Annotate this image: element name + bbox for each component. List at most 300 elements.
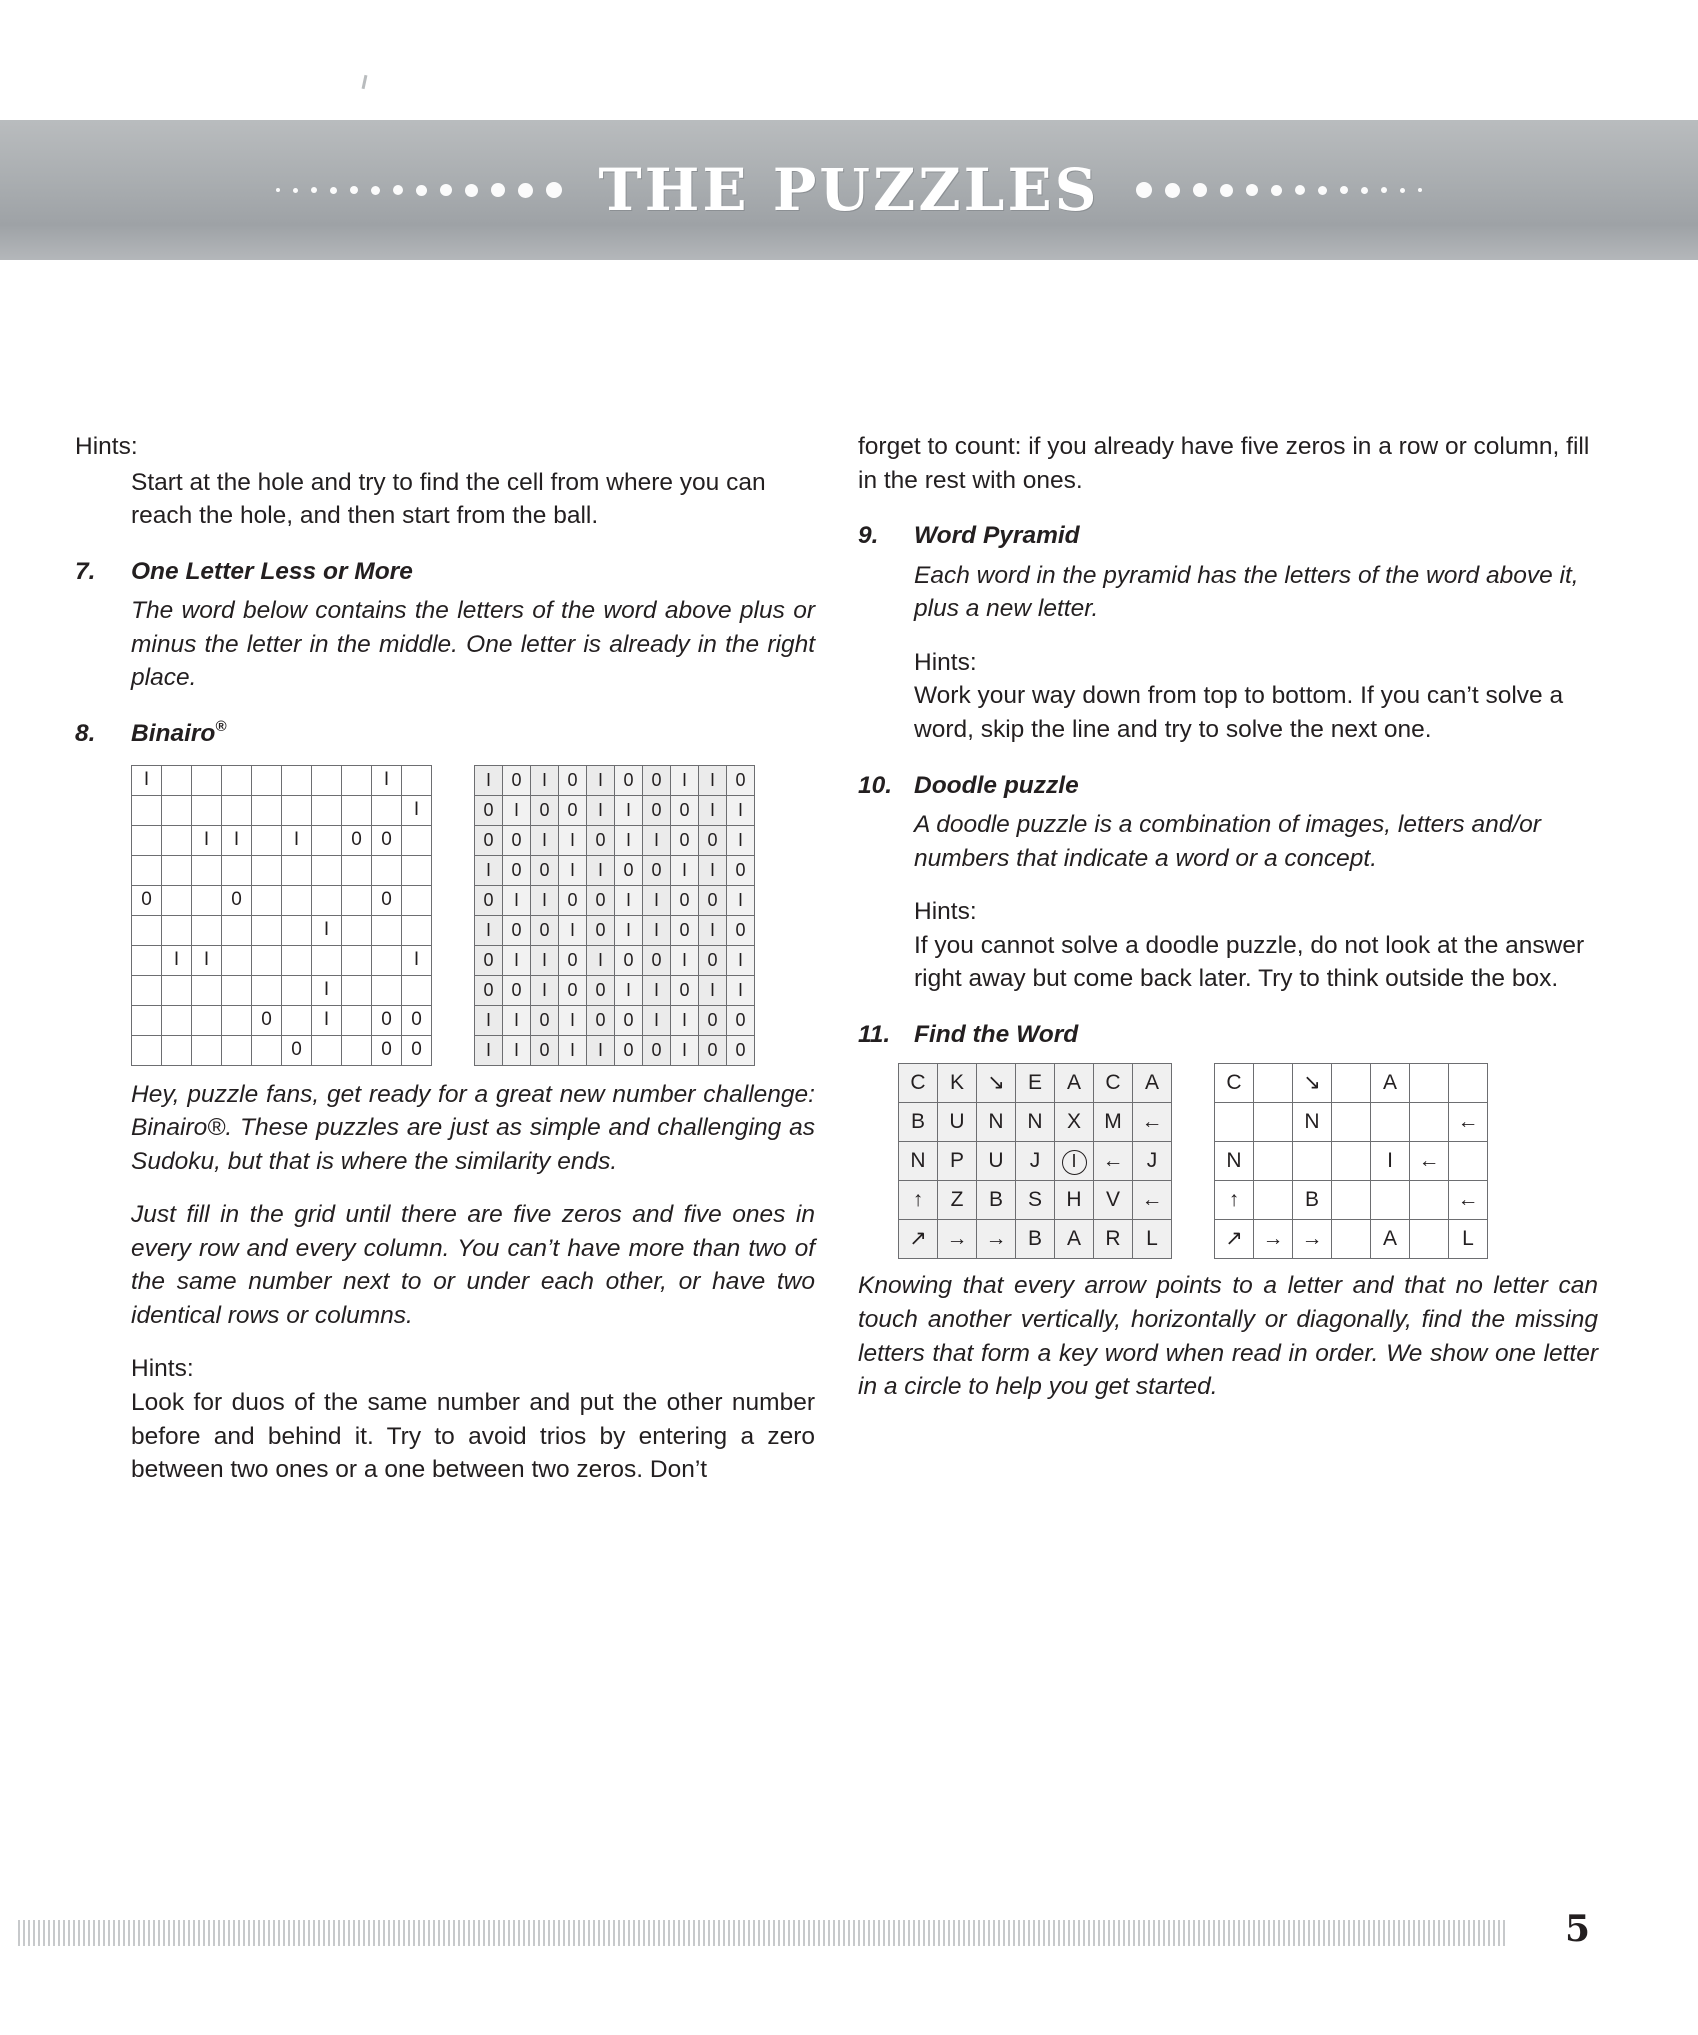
grid-cell[interactable] (132, 975, 162, 1005)
grid-cell[interactable] (222, 855, 252, 885)
grid-cell: I (671, 765, 699, 795)
grid-cell[interactable] (132, 795, 162, 825)
arrow-icon[interactable]: ↗ (1215, 1220, 1254, 1259)
grid-cell[interactable]: 0 (342, 825, 372, 855)
grid-cell[interactable] (252, 915, 282, 945)
grid-cell[interactable] (162, 1035, 192, 1065)
grid-cell: I (671, 1005, 699, 1035)
grid-cell: I (475, 1035, 503, 1065)
grid-cell: I (475, 915, 503, 945)
grid-cell[interactable] (132, 1005, 162, 1035)
grid-cell[interactable] (372, 915, 402, 945)
grid-cell[interactable] (132, 855, 162, 885)
grid-cell: I (615, 795, 643, 825)
grid-cell[interactable] (402, 825, 432, 855)
grid-cell[interactable] (1254, 1064, 1293, 1103)
grid-cell[interactable] (252, 795, 282, 825)
grid-cell: 0 (559, 885, 587, 915)
grid-cell[interactable]: I (312, 975, 342, 1005)
grid-cell[interactable]: I (222, 825, 252, 855)
grid-cell: 0 (643, 765, 671, 795)
grid-cell[interactable]: I (402, 945, 432, 975)
grid-cell[interactable] (222, 945, 252, 975)
grid-cell[interactable] (282, 1005, 312, 1035)
arrow-icon[interactable]: ← (1410, 1142, 1449, 1181)
grid-cell[interactable]: N (1215, 1142, 1254, 1181)
binairo-empty-grid[interactable] (131, 765, 432, 1066)
grid-cell[interactable]: I (372, 765, 402, 795)
section-8 (75, 717, 815, 1487)
grid-cell[interactable] (282, 975, 312, 1005)
grid-cell[interactable] (282, 855, 312, 885)
grid-cell[interactable] (312, 825, 342, 855)
grid-cell[interactable] (162, 1005, 192, 1035)
grid-cell[interactable] (222, 975, 252, 1005)
page-title: THE PUZZLES (598, 156, 1100, 224)
section-8-paragraph-2: Just fill in the grid until there are five zeros and five ones in every row and every column. You can’t have more than two of the same number next to or under each other, or have two identical rows or columns. (131, 1201, 815, 1329)
grid-cell[interactable] (192, 1005, 222, 1035)
grid-cell[interactable] (192, 855, 222, 885)
grid-cell: I (671, 855, 699, 885)
grid-cell[interactable] (192, 765, 222, 795)
grid-cell: I (503, 885, 531, 915)
find-word-solved-grid (898, 1063, 1172, 1259)
table-row (899, 1220, 1172, 1259)
grid-cell[interactable]: I (162, 945, 192, 975)
grid-cell: I (587, 945, 615, 975)
grid-cell[interactable] (1254, 1142, 1293, 1181)
table-row (132, 1005, 432, 1035)
grid-cell: I (727, 975, 755, 1005)
page-top-mark (362, 75, 368, 89)
grid-cell[interactable]: I (402, 795, 432, 825)
grid-cell: L (1133, 1220, 1172, 1259)
grid-cell[interactable] (1371, 1181, 1410, 1220)
grid-cell[interactable] (282, 765, 312, 795)
page-banner (0, 120, 1698, 260)
grid-cell[interactable] (402, 915, 432, 945)
grid-cell[interactable]: I (312, 915, 342, 945)
grid-cell: I (587, 765, 615, 795)
table-row (475, 945, 755, 975)
grid-cell: 0 (559, 945, 587, 975)
section-7-text: The word below contains the letters of the word above plus or minus the letter in the middle. One letter is already in the right place. (131, 597, 815, 692)
grid-cell[interactable] (342, 855, 372, 885)
grid-cell[interactable] (252, 945, 282, 975)
table-row (475, 795, 755, 825)
grid-cell[interactable] (162, 885, 192, 915)
grid-cell[interactable]: C (1215, 1064, 1254, 1103)
page-number: 5 (1565, 1908, 1591, 1950)
grid-cell[interactable]: 0 (132, 885, 162, 915)
grid-cell: 0 (587, 885, 615, 915)
grid-cell: 0 (587, 915, 615, 945)
grid-cell: 0 (699, 825, 727, 855)
grid-cell: I (643, 915, 671, 945)
grid-cell: 0 (727, 915, 755, 945)
grid-cell[interactable] (312, 1035, 342, 1065)
grid-cell: I (643, 975, 671, 1005)
section-9-text: Each word in the pyramid has the letters of the word above it, plus a new letter. (914, 561, 1579, 623)
arrow-icon: → (977, 1220, 1016, 1259)
grid-cell: 0 (615, 1005, 643, 1035)
grid-cell: 0 (671, 795, 699, 825)
grid-cell: S (1016, 1181, 1055, 1220)
grid-cell[interactable] (342, 885, 372, 915)
grid-cell: 0 (699, 1035, 727, 1065)
table-row (899, 1064, 1172, 1103)
grid-cell: I (615, 915, 643, 945)
grid-cell: 0 (475, 945, 503, 975)
grid-cell[interactable] (312, 795, 342, 825)
banner-dots-right (1136, 182, 1422, 198)
grid-cell: I (559, 855, 587, 885)
grid-cell[interactable] (1254, 1181, 1293, 1220)
arrow-icon[interactable]: → (1293, 1220, 1332, 1259)
grid-cell[interactable] (162, 795, 192, 825)
grid-cell[interactable] (132, 945, 162, 975)
grid-cell: I (503, 945, 531, 975)
table-row (475, 825, 755, 855)
grid-cell[interactable]: A (1371, 1064, 1410, 1103)
grid-cell[interactable] (132, 915, 162, 945)
arrow-icon: → (938, 1220, 977, 1259)
table-row (132, 795, 432, 825)
grid-cell[interactable]: 0 (252, 1005, 282, 1035)
grid-cell: 0 (475, 975, 503, 1005)
grid-cell: 0 (727, 855, 755, 885)
grid-cell: B (977, 1181, 1016, 1220)
grid-cell[interactable] (1215, 1103, 1254, 1142)
grid-cell[interactable] (162, 765, 192, 795)
grid-cell[interactable] (1293, 1142, 1332, 1181)
section-10 (858, 769, 1598, 996)
arrow-icon[interactable]: → (1254, 1220, 1293, 1259)
grid-cell[interactable] (252, 975, 282, 1005)
grid-cell: I (699, 855, 727, 885)
grid-cell: 0 (475, 885, 503, 915)
section-8-hints-label: Hints: (131, 1355, 194, 1383)
grid-cell[interactable] (252, 1035, 282, 1065)
grid-cell[interactable] (192, 795, 222, 825)
grid-cell: 0 (559, 975, 587, 1005)
table-row (899, 1142, 1172, 1181)
grid-cell[interactable] (402, 975, 432, 1005)
grid-cell: I (531, 945, 559, 975)
grid-cell[interactable] (1332, 1181, 1371, 1220)
grid-cell[interactable]: I (1371, 1142, 1410, 1181)
section-7 (75, 555, 815, 695)
table-row (1215, 1181, 1488, 1220)
grid-cell[interactable] (162, 825, 192, 855)
grid-cell: N (977, 1103, 1016, 1142)
table-row (475, 915, 755, 945)
section-11-caption: Knowing that every arrow points to a letter and that no letter can touch another vertically, horizontally or diagonally, find the missing letters that form a key word when read in order. We show one letter in a circle to help you get started. (858, 1272, 1598, 1401)
grid-cell: R (1094, 1220, 1133, 1259)
grid-cell[interactable] (1449, 1064, 1488, 1103)
grid-cell: M (1094, 1103, 1133, 1142)
grid-cell[interactable] (1332, 1103, 1371, 1142)
grid-cell[interactable] (282, 915, 312, 945)
grid-cell: I (503, 1035, 531, 1065)
grid-cell: N (899, 1142, 938, 1181)
grid-cell[interactable] (192, 885, 222, 915)
grid-cell: B (899, 1103, 938, 1142)
section-10-hints-label: Hints: (914, 898, 977, 926)
hints-block-6 (75, 430, 815, 533)
grid-cell[interactable] (312, 945, 342, 975)
section-9 (858, 519, 1598, 746)
grid-cell: 0 (643, 855, 671, 885)
grid-cell: I (699, 765, 727, 795)
section-7-number: 7. (75, 557, 96, 585)
grid-cell[interactable] (342, 1035, 372, 1065)
grid-cell[interactable]: I (312, 1005, 342, 1035)
grid-cell: I (699, 975, 727, 1005)
grid-cell: J (1016, 1142, 1055, 1181)
grid-cell[interactable] (402, 765, 432, 795)
arrow-icon[interactable]: ↑ (1215, 1181, 1254, 1220)
grid-cell[interactable]: 0 (402, 1005, 432, 1035)
grid-cell: A (1133, 1064, 1172, 1103)
table-row (132, 915, 432, 945)
grid-cell[interactable] (312, 885, 342, 915)
grid-cell: N (1016, 1103, 1055, 1142)
registered-icon: ® (215, 717, 227, 735)
grid-cell[interactable] (1332, 1064, 1371, 1103)
grid-cell: J (1133, 1142, 1172, 1181)
table-row (475, 1035, 755, 1065)
section-11-number: 11. (858, 1020, 891, 1048)
table-row (132, 1035, 432, 1065)
grid-cell: I (615, 885, 643, 915)
section-7-title: One Letter Less or More (131, 557, 413, 585)
grid-cell: 0 (643, 945, 671, 975)
section-8-number: 8. (75, 719, 96, 747)
grid-cell[interactable] (312, 855, 342, 885)
grid-cell[interactable]: 0 (402, 1035, 432, 1065)
grid-cell[interactable] (1371, 1103, 1410, 1142)
table-row (1215, 1142, 1488, 1181)
grid-cell: C (899, 1064, 938, 1103)
grid-cell[interactable] (222, 915, 252, 945)
grid-cell: I (503, 795, 531, 825)
grid-cell: 0 (503, 825, 531, 855)
grid-cell: I (615, 825, 643, 855)
table-row (475, 975, 755, 1005)
grid-cell: 0 (671, 885, 699, 915)
grid-cell[interactable]: I (192, 945, 222, 975)
grid-cell: C (1094, 1064, 1133, 1103)
arrow-icon: ↗ (899, 1220, 938, 1259)
grid-cell[interactable] (342, 945, 372, 975)
table-row (475, 885, 755, 915)
grid-cell: I (727, 945, 755, 975)
grid-cell[interactable] (342, 765, 372, 795)
arrow-icon: ← (1133, 1103, 1172, 1142)
circled-letter: I (1062, 1150, 1087, 1175)
arrow-icon: ← (1094, 1142, 1133, 1181)
grid-cell: 0 (727, 1035, 755, 1065)
grid-cell[interactable] (1449, 1142, 1488, 1181)
grid-cell: E (1016, 1064, 1055, 1103)
binairo-grids (131, 765, 815, 1066)
grid-cell[interactable] (252, 855, 282, 885)
arrow-icon[interactable]: ↘ (1293, 1064, 1332, 1103)
grid-cell[interactable] (402, 885, 432, 915)
section-11 (858, 1018, 1598, 1404)
grid-cell: 0 (615, 765, 643, 795)
grid-cell: 0 (671, 915, 699, 945)
grid-cell[interactable] (132, 825, 162, 855)
find-the-word-grids (898, 1063, 1598, 1259)
grid-cell: 0 (615, 855, 643, 885)
grid-cell[interactable] (1332, 1142, 1371, 1181)
grid-cell: P (938, 1142, 977, 1181)
section-8-paragraph-1: Hey, puzzle fans, get ready for a great new number challenge: Binairo®. These puzzles are just as simple and challenging as Sudoku, but that is where the similarity ends. (131, 1080, 815, 1175)
grid-cell: 0 (559, 795, 587, 825)
grid-cell[interactable] (222, 765, 252, 795)
grid-cell[interactable] (282, 885, 312, 915)
grid-cell[interactable] (282, 795, 312, 825)
grid-cell[interactable] (192, 975, 222, 1005)
grid-cell: I (671, 1035, 699, 1065)
table-row (475, 855, 755, 885)
grid-cell: 0 (587, 975, 615, 1005)
grid-cell: 0 (587, 1005, 615, 1035)
grid-cell[interactable] (162, 975, 192, 1005)
grid-cell[interactable] (372, 795, 402, 825)
section-10-text: A doodle puzzle is a combination of images, letters and/or numbers that indicate a word or a concept. (914, 811, 1541, 872)
grid-cell[interactable] (162, 855, 192, 885)
grid-cell[interactable] (342, 975, 372, 1005)
grid-cell[interactable] (222, 1035, 252, 1065)
grid-cell[interactable] (312, 765, 342, 795)
grid-cell: K (938, 1064, 977, 1103)
arrow-icon[interactable]: ← (1449, 1103, 1488, 1142)
section-9-hints-label: Hints: (914, 648, 977, 676)
grid-cell: 0 (531, 1005, 559, 1035)
grid-cell[interactable] (342, 1005, 372, 1035)
grid-cell[interactable]: 0 (372, 1005, 402, 1035)
grid-cell[interactable] (252, 765, 282, 795)
grid-cell[interactable] (1410, 1103, 1449, 1142)
grid-cell[interactable] (192, 915, 222, 945)
grid-cell: 0 (503, 855, 531, 885)
grid-cell: I (475, 765, 503, 795)
grid-cell[interactable] (222, 795, 252, 825)
grid-cell[interactable] (1332, 1220, 1371, 1259)
grid-cell[interactable] (1410, 1181, 1449, 1220)
arrow-icon[interactable]: ← (1449, 1181, 1488, 1220)
grid-cell: I (699, 915, 727, 945)
grid-cell: I (699, 795, 727, 825)
grid-cell[interactable] (192, 1035, 222, 1065)
grid-cell: I (643, 1005, 671, 1035)
table-row (899, 1103, 1172, 1142)
grid-cell[interactable] (1410, 1064, 1449, 1103)
section-8-title: Binairo (131, 719, 216, 747)
grid-cell: 0 (727, 765, 755, 795)
table-row (1215, 1064, 1488, 1103)
grid-cell[interactable] (372, 975, 402, 1005)
grid-cell[interactable] (282, 945, 312, 975)
grid-cell[interactable] (132, 1035, 162, 1065)
grid-cell[interactable] (342, 795, 372, 825)
grid-cell[interactable] (372, 945, 402, 975)
grid-cell[interactable] (372, 855, 402, 885)
grid-cell: 0 (727, 1005, 755, 1035)
grid-cell[interactable] (162, 915, 192, 945)
grid-cell: U (938, 1103, 977, 1142)
section-10-hints-text: If you cannot solve a doodle puzzle, do not look at the answer right away but come back later. Try to think outside the box. (914, 931, 1585, 993)
grid-cell: 0 (503, 915, 531, 945)
grid-cell: H (1055, 1181, 1094, 1220)
grid-cell[interactable]: 0 (222, 885, 252, 915)
grid-cell[interactable]: I (282, 825, 312, 855)
grid-cell[interactable] (1410, 1220, 1449, 1259)
grid-cell: 0 (531, 795, 559, 825)
grid-cell: B (1016, 1220, 1055, 1259)
grid-cell: I (559, 915, 587, 945)
continued-text: forget to count: if you already have five zeros in a row or column, fill in the rest with ones. (858, 433, 1590, 494)
table-row (1215, 1220, 1488, 1259)
grid-cell: I (587, 1035, 615, 1065)
grid-cell: 0 (475, 795, 503, 825)
section-8-hints-text: Look for duos of the same number and put the other number before and behind it. Try to avoid trios by entering a zero between two ones or a one between two zeros. Don’t (131, 1389, 815, 1484)
grid-cell: I (531, 765, 559, 795)
section-9-title: Word Pyramid (914, 522, 1080, 550)
grid-cell: I (531, 885, 559, 915)
arrow-icon: ↑ (899, 1181, 938, 1220)
grid-cell[interactable]: 0 (372, 1035, 402, 1065)
grid-cell: V (1094, 1181, 1133, 1220)
hints-text: Start at the hole and try to find the cell from where you can reach the hole, and then start from the ball. (131, 468, 766, 530)
grid-cell[interactable] (342, 915, 372, 945)
grid-cell[interactable]: A (1371, 1220, 1410, 1259)
grid-cell[interactable]: B (1293, 1181, 1332, 1220)
grid-cell: 0 (503, 765, 531, 795)
grid-cell[interactable] (402, 855, 432, 885)
grid-cell: 0 (559, 765, 587, 795)
grid-cell[interactable] (252, 825, 282, 855)
grid-cell: I (531, 975, 559, 1005)
table-row (475, 765, 755, 795)
grid-cell: 0 (671, 975, 699, 1005)
grid-cell: 0 (615, 945, 643, 975)
grid-cell: 0 (615, 1035, 643, 1065)
grid-cell[interactable] (222, 1005, 252, 1035)
grid-cell: 0 (587, 825, 615, 855)
grid-cell[interactable]: 0 (372, 825, 402, 855)
grid-cell[interactable] (252, 885, 282, 915)
grid-cell[interactable]: I (132, 765, 162, 795)
grid-cell[interactable] (1254, 1103, 1293, 1142)
find-word-blank-grid[interactable] (1214, 1063, 1488, 1259)
grid-cell[interactable]: I (192, 825, 222, 855)
grid-cell[interactable]: N (1293, 1103, 1332, 1142)
grid-cell[interactable]: L (1449, 1220, 1488, 1259)
grid-cell: I (727, 825, 755, 855)
grid-cell: 0 (671, 825, 699, 855)
grid-cell: 0 (643, 1035, 671, 1065)
grid-cell: A (1055, 1220, 1094, 1259)
grid-cell[interactable]: 0 (372, 885, 402, 915)
grid-cell[interactable]: 0 (282, 1035, 312, 1065)
grid-cell: I (643, 885, 671, 915)
grid-cell: I (559, 825, 587, 855)
grid-cell: I (475, 855, 503, 885)
